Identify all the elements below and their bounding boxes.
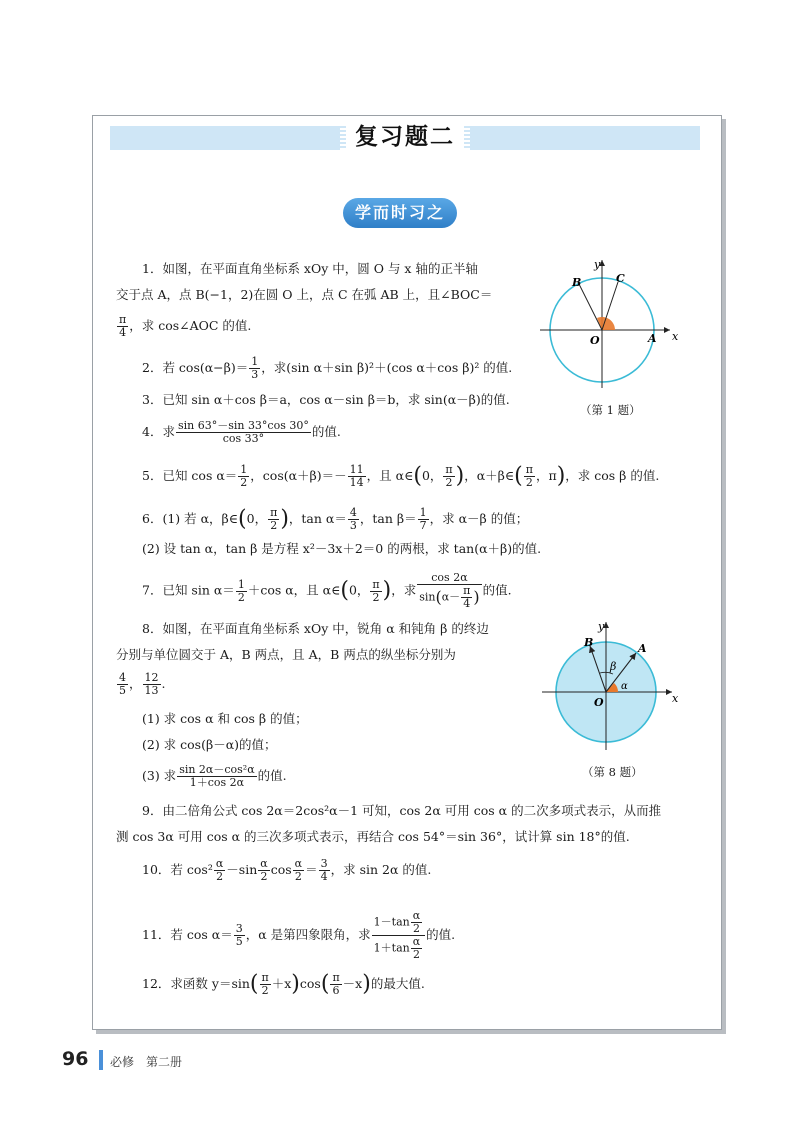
problem-1-line-2: 交于点 A，点 B(−1，2)在圆 O 上，点 C 在弧 AB 上，且∠BOC＝ xyxy=(116,287,493,302)
fraction: $\frac{\sin 63^\circ-\sin 33^\circ\cos 30^\circ}{\cos 33^\circ}$ xyxy=(177,419,309,445)
problem-8-sub-1: (1) 求 cos α 和 cos β 的值； xyxy=(142,711,308,726)
fraction: $\frac{\text{sin 2α－cos²α}}{1+\cos 2\alpha}$ xyxy=(179,763,255,789)
problem-6-part-1: 6．(1) 若 α，β∈(0， $\frac{\pi}{2}$ )，tan α＝ $\frac{4}{3}$ ，tan β＝ $\frac{1}{7}$ ，求 α－β 的值； xyxy=(142,506,529,532)
problem-5: 5．已知 cos α＝ $\frac{1}{2}$ ，cos(α＋β)＝－ $\frac{11}{14}$ ，且 α∈(0， $\frac{\pi}{2}$ )，α＋β∈( $\frac{\pi}{2}$ ，π)，求 cos β 的值. xyxy=(142,463,660,489)
problem-1-line-1: 1．如图，在平面直角坐标系 xOy 中，圆 O 与 x 轴的正半轴 xyxy=(142,261,478,276)
problem-7: 7．已知 sin α＝ $\frac{1}{2}$ ＋cos α，且 α∈(0， $\frac{\pi}{2}$ )，求 cos 2α sin(α－ $\frac{\pi}{4}$ ) 的值. xyxy=(142,571,512,610)
fraction: $\frac{\pi}{2}$ xyxy=(372,577,380,604)
label-y: y xyxy=(594,258,601,271)
fraction: $\frac{1}{2}$ xyxy=(237,577,245,604)
fraction: $\frac{\pi}{2}$ xyxy=(261,971,269,997)
problem-4: 4．求 $\frac{\sin 63^\circ-\sin 33^\circ\cos 30^\circ}{\cos 33^\circ}$ 的值. xyxy=(142,419,341,445)
fraction: $\frac{\pi}{6}$ xyxy=(332,971,340,997)
label-x: x xyxy=(672,330,679,343)
fraction: cos 2α sin(α－ $\frac{\pi}{4}$ ) xyxy=(419,571,480,610)
figure-1-diagram xyxy=(538,256,688,396)
problem-1-line-3: $\frac{\pi}{4}$ ，求 cos∠AOC 的值. xyxy=(119,313,252,339)
fraction: $\frac{\pi}{2}$ xyxy=(270,506,278,532)
fraction: $\frac{\pi}{4}$ xyxy=(463,584,471,610)
ray-OB xyxy=(579,284,602,330)
problem-9-line-1: 9．由二倍角公式 cos 2α＝2cos²α－1 可知，cos 2α 可用 cos α 的二次多项式表示，从而推 xyxy=(142,803,662,818)
label-O: O xyxy=(590,334,600,347)
label-B: B xyxy=(572,276,582,289)
book-name: 必修 第二册 xyxy=(110,1055,183,1069)
label-y: y xyxy=(598,620,605,633)
problem-8-line-2: 分别与单位圆交于 A，B 两点，且 A，B 两点的纵坐标分别为 xyxy=(116,647,456,662)
figure-1-caption: （第 1 题） xyxy=(580,403,641,417)
fraction: $\frac{4}{5}$ xyxy=(119,671,126,697)
problem-11: 11．若 cos α＝ $\frac{3}{5}$ ，α 是第四象限角，求 1－tan $\frac{\alpha}{2}$ 1＋tan $\frac{\alpha}{2}$ 的值. xyxy=(142,909,456,961)
problem-10: 10．若 cos² $\frac{\alpha}{2}$ －sin $\frac{\alpha}{2}$ cos $\frac{\alpha}{2}$ ＝ $\frac{3}{4}$ ，求 sin 2α 的值. xyxy=(142,857,432,883)
label-alpha: α xyxy=(621,681,628,692)
page-title: 复习题二 xyxy=(346,120,464,154)
label-A: A xyxy=(638,642,647,655)
problem-8-line-1: 8．如图，在平面直角坐标系 xOy 中，锐角 α 和钝角 β 的终边 xyxy=(142,621,489,636)
label-x: x xyxy=(672,692,679,705)
fraction: $\frac{\alpha}{2}$ xyxy=(412,935,421,961)
label-B: B xyxy=(584,636,594,649)
fraction: $\frac{\alpha}{2}$ xyxy=(215,857,224,883)
problem-6-part-2: (2) 设 tan α，tan β 是方程 x²－3x＋2＝0 的两根，求 tan(α＋β)的值. xyxy=(142,541,542,556)
fraction: $\frac{\pi}{2}$ xyxy=(525,463,533,489)
problem-9-line-2: 测 cos 3α 可用 cos α 的三次多项式表示，再结合 cos 54°＝sin 36°，试计算 sin 18°的值. xyxy=(116,829,630,844)
problem-8-sub-3: (3) 求 $\frac{\text{sin 2α－cos²α}}{1+\cos 2\alpha}$ 的值. xyxy=(142,763,287,789)
fraction: $\frac{\alpha}{2}$ xyxy=(412,909,421,935)
fraction: $\frac{4}{3}$ xyxy=(349,506,357,532)
title-band-left xyxy=(110,126,340,150)
label-O: O xyxy=(594,696,604,709)
problem-12: 12．求函数 y＝sin( $\frac{\pi}{2}$ ＋x)cos( $\frac{\pi}{6}$ －x)的最大值. xyxy=(142,971,425,997)
section-badge: 学而时习之 xyxy=(343,198,457,228)
fraction: $\frac{\pi}{2}$ xyxy=(445,463,453,489)
title-band-right xyxy=(470,126,700,150)
fraction: $\frac{3}{4}$ xyxy=(320,857,328,883)
fraction: $\frac{3}{5}$ xyxy=(235,922,243,948)
problem-2: 2．若 cos(α−β)＝ $\frac{1}{3}$ ，求(sin α＋sin β)²＋(cos α＋cos β)² 的值. xyxy=(142,355,513,381)
title-band xyxy=(110,126,700,150)
fraction: $\frac{1}{7}$ xyxy=(419,506,427,532)
fraction: $\frac{1}{2}$ xyxy=(240,463,248,489)
figure-8-caption: （第 8 题） xyxy=(582,765,643,779)
fraction: $\frac{\alpha}{2}$ xyxy=(260,857,268,883)
label-C: C xyxy=(616,272,625,285)
label-A: A xyxy=(648,332,657,345)
fraction: $\frac{\pi}{4}$ xyxy=(119,313,127,339)
page-number: 96 xyxy=(62,1048,89,1070)
fraction: $\frac{\alpha}{2}$ xyxy=(294,857,303,883)
fraction: 1－tan $\frac{\alpha}{2}$ 1＋tan $\frac{\alpha}{2}$ xyxy=(372,910,426,961)
fraction: $\frac{11}{14}$ xyxy=(349,463,364,489)
problem-8-line-3: $\frac{4}{5}$ ， $\frac{12}{13}$ . xyxy=(119,671,166,697)
fraction: $\frac{12}{13}$ xyxy=(144,671,159,697)
problem-3: 3．已知 sin α＋cos β＝a，cos α－sin β＝b，求 sin(α－β)的值. xyxy=(142,392,510,407)
problem-8-sub-2: (2) 求 cos(β－α)的值； xyxy=(142,737,277,752)
fraction: $\frac{1}{3}$ xyxy=(251,355,259,381)
label-beta: β xyxy=(610,660,617,673)
footer-accent-bar xyxy=(99,1050,103,1070)
figure-8-diagram xyxy=(538,618,688,758)
